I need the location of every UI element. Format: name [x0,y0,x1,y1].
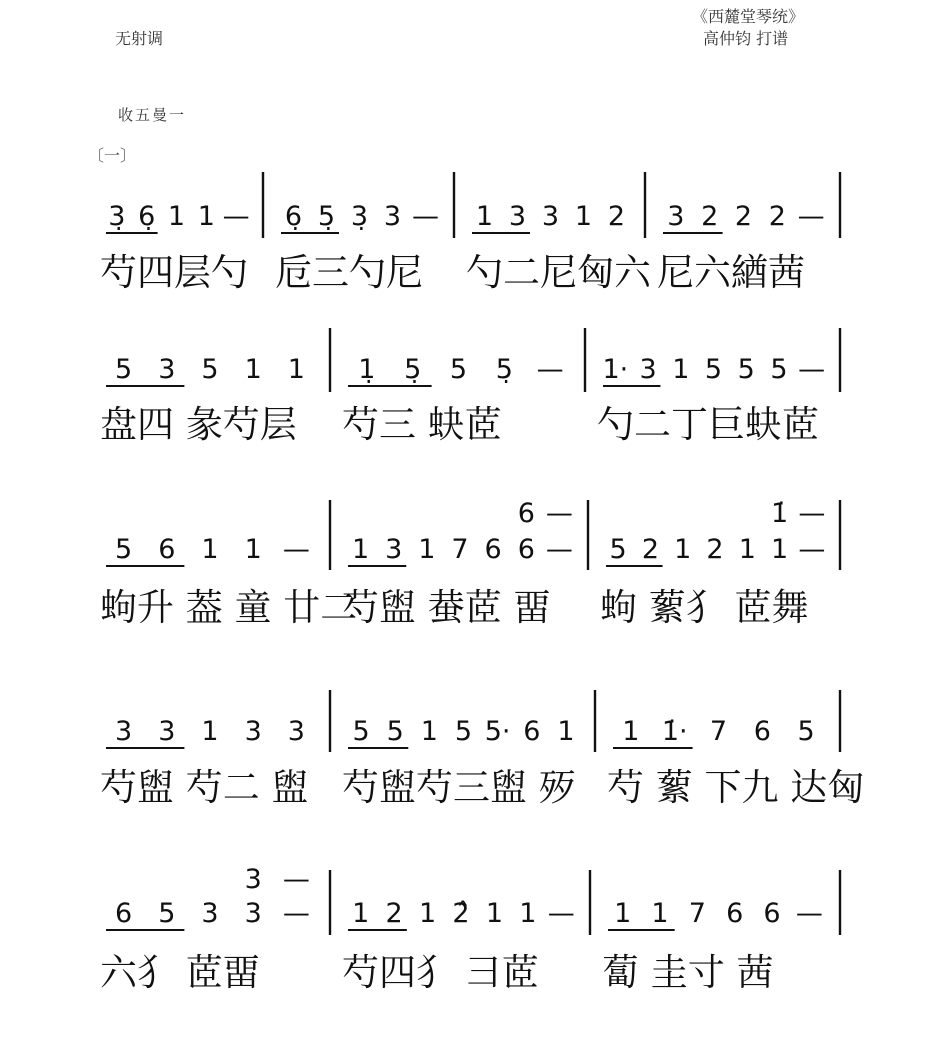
jianpu-note: 1 [201,534,219,565]
jianpu-note: 3 [385,534,403,565]
jianpu-note: 6 [115,898,133,929]
jianpu-note: 3̣ [108,201,126,232]
section-title: 收五曼一 [118,106,187,124]
jianpu-note: 6 [726,898,744,929]
jianpu-note: 5 [115,534,133,565]
jianpu-note: 1 [201,716,219,747]
upper-voice-note: — [545,498,573,529]
upper-voice-note: — [798,498,826,529]
jianpu-note: 5 [158,898,176,929]
jianpu-note: 1̇· [661,716,688,747]
jianpu-note: 1 [651,898,669,929]
jianpu-note: 2 [701,201,719,232]
jianpu-note: 3 [667,201,685,232]
jianzi-tablature: 卮三勺尼 [275,251,423,294]
jianzi-tablature: 芍三 蚗茝 [342,403,502,446]
jianpu-note: 1 [197,201,215,232]
jianpu-note: 5· [484,716,511,747]
jianzi-tablature: 尼六緧茜 [657,251,805,294]
jianzi-tablature: 芍盥芍三盥 㱛 [342,766,576,809]
jianpu-note: 1 [167,201,186,232]
jianzi-tablature: 芍盥 蛬茝 畱 [342,586,551,629]
jianpu-note: 5 [737,354,755,385]
jianpu-note: 1 [485,898,504,929]
jianpu-note: 1̣ [358,354,376,385]
jianpu-note: 5 [704,354,723,385]
jianpu-note: 1 [244,354,262,385]
jianpu-note: 1 [418,898,437,929]
jianpu-note: 6 [523,716,541,747]
jianpu-note: 3 [639,354,657,385]
jianpu-note: 5 [352,716,370,747]
jianpu-note: 1 [672,354,690,385]
jianpu-note: 1 [351,534,370,565]
jianpu-note: 1 [674,534,692,565]
source-title: 《西麓堂琴统》 [692,7,805,26]
jianpu-note: 5 [797,716,815,747]
jianpu-note: 5 [770,354,788,385]
arranger-credit: 高仲钧 打谱 [703,29,789,48]
jianpu-note: 2 [734,201,753,232]
jianpu-note: — [282,534,310,565]
jianzi-tablature: 盘四 彖芍层 [100,403,297,446]
jianpu-note: 1 [738,534,756,565]
jianpu-note: 2 [706,534,724,565]
jianpu-note: 3 [158,354,176,385]
jianpu-note: 3 [508,201,527,232]
jianpu-note: 1 [352,898,370,929]
jianpu-note: 6 [517,534,535,565]
jianzi-tablature: 蔔 圭寸 茜 [602,951,774,994]
upper-voice-note: — [282,864,310,895]
jianpu-note: 6̣ [138,201,156,232]
jianzi-tablature: 勺二丁巨蚗茝 [597,403,819,446]
jianzi-tablature: 芍盥 芍二 盥 [100,766,309,809]
jianpu-note: 2 [768,201,786,232]
jianpu-note: 3̣ [350,201,369,232]
jianpu-note: 1 [244,534,262,565]
jianpu-note: 1· [602,354,629,385]
jianpu-note: 5 [454,716,473,747]
jianpu-note: 1 [519,898,537,929]
jianpu-note: — [797,201,825,232]
jianpu-note: 6 [753,716,771,747]
jianpu-note: 3 [383,201,402,232]
jianpu-note: 1 [475,201,494,232]
jianpu-note: 1 [574,201,593,232]
jianpu-note: 1 [418,534,436,565]
jianpu-note: 6̣ [284,201,303,232]
jianpu-note: — [282,898,310,929]
jianpu-note: 5̣ [317,201,336,232]
jianpu-note: — [798,354,826,385]
section-marker: 〔一〕 [88,146,137,165]
jianpu-note: 7 [688,898,706,929]
jianpu-note: 2 [607,201,626,232]
jianpu-note: — [795,898,823,929]
jianpu-note: 1 [287,354,305,385]
jianpu-note: — [222,201,250,232]
jianpu-note: — [798,534,826,565]
jianpu-note: 3 [244,898,262,929]
jianpu-note: 1 [622,716,640,747]
upper-voice-note: 3 [244,864,262,895]
jianpu-note: 2 [385,898,403,929]
jianpu-note: 1 [614,898,632,929]
jianpu-note: 6 [484,534,502,565]
jianzi-tablature: 芍 蕠 下九 达匈 [607,766,865,809]
jianpu-note: 3 [115,716,133,747]
jianpu-note: 3 [287,716,305,747]
jianzi-tablature: 芍四层勺 [100,251,248,294]
mode-label: 无射调 [115,29,164,48]
upper-voice-note: 1̇ [770,498,789,529]
jianpu-note: 7 [709,716,728,747]
jianpu-note: 5 [201,354,219,385]
jianpu-note: — [536,354,564,385]
jianpu-note: 5̣ [404,354,422,385]
jianpu-note: 5 [449,354,468,385]
jianpu-note: 1 [557,716,575,747]
jianpu-note: 1 [420,716,438,747]
jianzi-tablature: 六犭 茝畱 [100,951,260,994]
jianpu-note: 3 [158,716,176,747]
upper-voice-note: 6 [517,498,535,529]
jianpu-note: 5 [386,716,404,747]
jianpu-note: — [545,534,573,565]
jianpu-note: 5̣ [495,354,513,385]
jianpu-note: — [547,898,575,929]
jianzi-tablature: 勺二尼匈六 [466,251,651,294]
jianpu-note: — [412,201,439,232]
jianpu-note: 7 [451,534,469,565]
jianpu-note: 3 [244,716,262,747]
jianpu-note: 6 [763,898,781,929]
jianpu-note: 3 [201,898,219,929]
jianzi-tablature: 芍四犭 彐茝 [342,951,539,994]
jianpu-note: 2̂ [452,898,470,929]
jianpu-note: 6 [158,534,176,565]
jianpu-note: 5 [609,534,627,565]
jianzi-tablature: 蚼 蕠犭 茝舞 [600,586,809,629]
jianpu-note: 5 [115,354,133,385]
jianpu-note: 3 [541,201,560,232]
jianpu-note: 1 [770,534,789,565]
jianzi-tablature: 蚼升 葢 童 廿二 [100,586,358,629]
jianpu-note: 2 [641,534,660,565]
